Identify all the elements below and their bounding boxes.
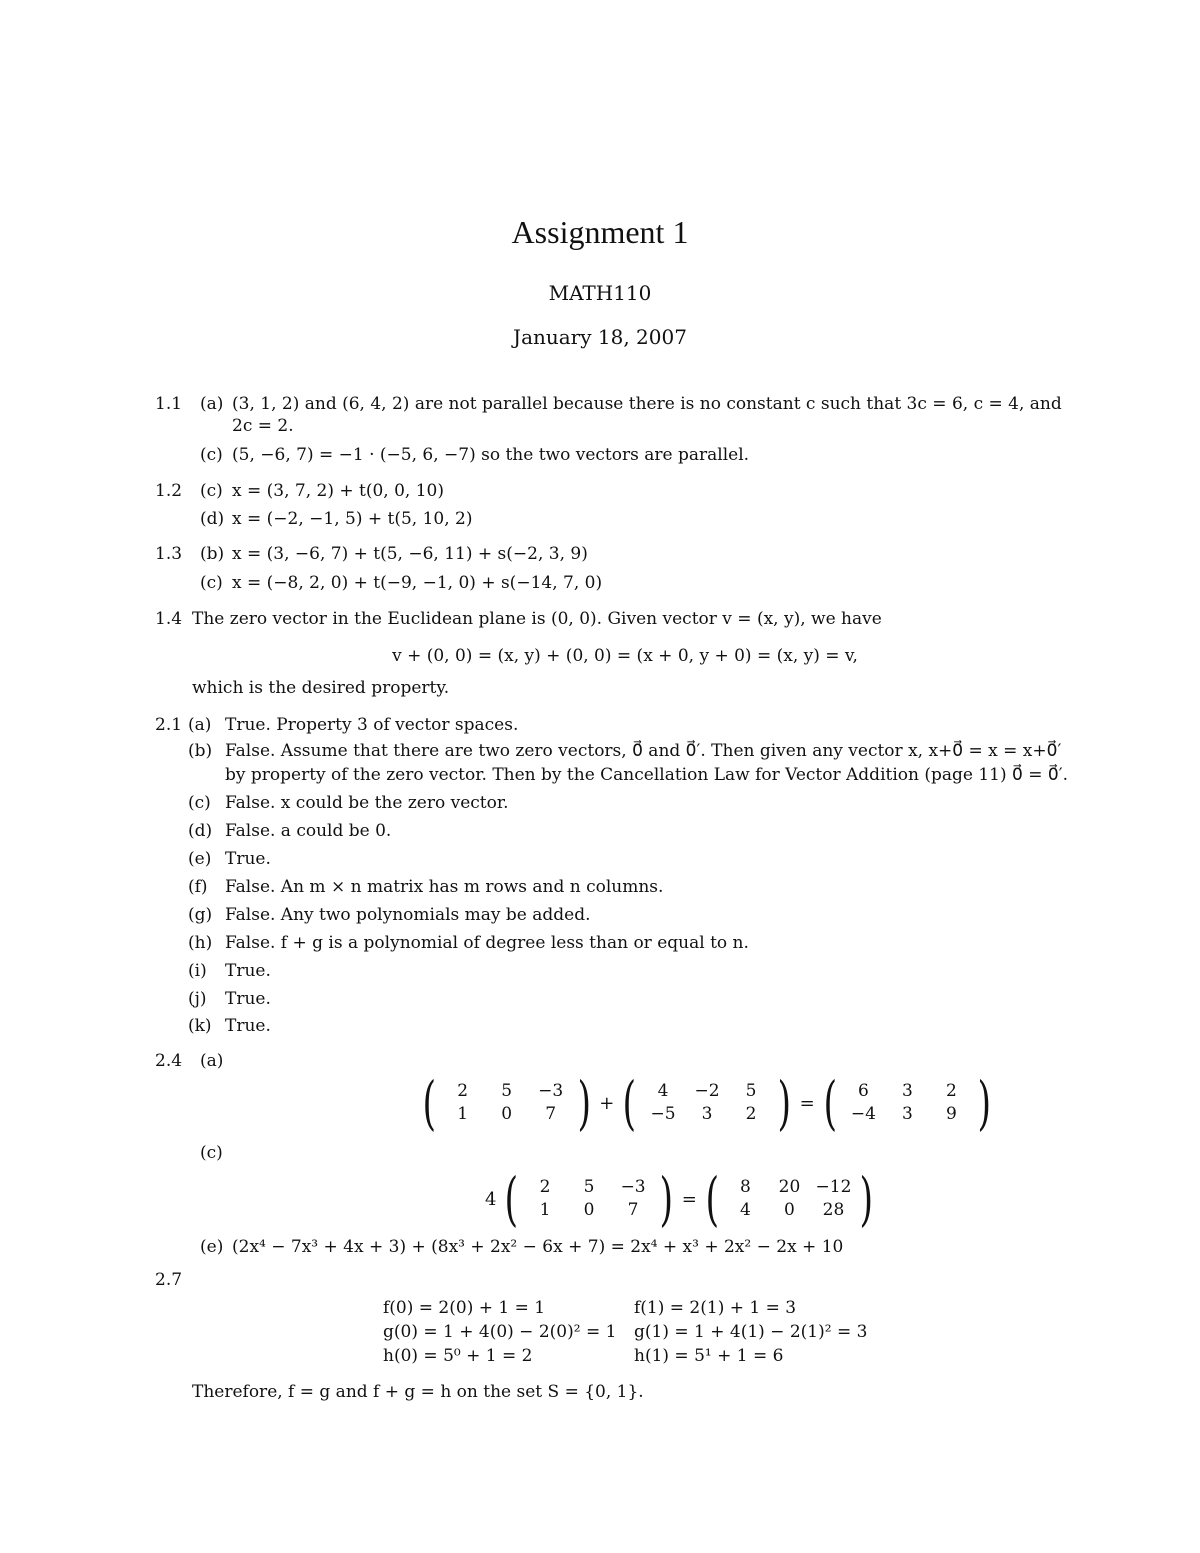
problem-number: 2.1 [155, 715, 183, 735]
part-label: (c) [188, 793, 211, 813]
part-label: (d) [200, 509, 225, 529]
answer-text: True. Property 3 of vector spaces. [225, 715, 519, 735]
problem-number: 2.4 [155, 1051, 183, 1071]
part-label: (i) [188, 961, 207, 981]
part-label: (g) [188, 905, 213, 925]
part-label: (c) [200, 481, 223, 501]
equals-sign: = [799, 1092, 815, 1114]
matrix-entry: −3 [538, 1081, 564, 1101]
matrix-entry: 6 [857, 1081, 869, 1101]
matrix [441, 1080, 573, 1126]
answer-text: True. [225, 849, 271, 869]
answer-text: x = (−8, 2, 0) + t(−9, −1, 0) + s(−14, 7, 0) [232, 573, 603, 593]
matrix [723, 1176, 855, 1222]
equation-line: h(1) = 5¹ + 1 = 6 [634, 1346, 784, 1366]
matrix-entry: −4 [850, 1104, 876, 1124]
matrix-entry: 3 [901, 1081, 913, 1101]
answer-text: (2x⁴ − 7x³ + 4x + 3) + (8x³ + 2x² − 6x + 7) = 2x⁴ + x³ + 2x² − 2x + 10 [232, 1237, 844, 1257]
part-label: (c) [200, 573, 223, 593]
matrix-entry: 28 [822, 1200, 845, 1220]
scalar-multiple-equation: 4 ( 2 5 −3 1 0 7 ) = ( 8 20 −12 4 0 28 ) [485, 1165, 874, 1233]
part-label: (a) [188, 715, 212, 735]
part-label: (e) [188, 849, 212, 869]
answer-text: which is the desired property. [192, 678, 450, 698]
equals-sign: = [681, 1188, 697, 1210]
part-label: (c) [200, 445, 223, 465]
answer-text: (5, −6, 7) = −1 · (−5, 6, −7) so the two vectors are parallel. [232, 445, 750, 465]
answer-text: False. Any two polynomials may be added. [225, 905, 591, 925]
answer-text: True. [225, 989, 271, 1009]
matrix-entry: −2 [694, 1081, 720, 1101]
part-label: (b) [200, 544, 225, 564]
conclusion-text: Therefore, f = g and f + g = h on the set S = {0, 1}. [192, 1382, 644, 1402]
equation-line: h(0) = 5⁰ + 1 = 2 [383, 1346, 533, 1366]
answer-text: False. x could be the zero vector. [225, 793, 509, 813]
matrix-entry: 1 [539, 1200, 551, 1220]
matrix-entry: 4 [740, 1200, 751, 1220]
matrix-entry: 5 [583, 1177, 595, 1197]
matrix-entry: 9 [945, 1104, 957, 1124]
part-label: (h) [188, 933, 213, 953]
matrix-entry: 0 [784, 1200, 795, 1220]
document-date: January 18, 2007 [513, 325, 687, 349]
answer-text: (3, 1, 2) and (6, 4, 2) are not parallel because there is no constant c such that 3c = 6, c = 4, and [232, 394, 1062, 414]
matrix-entry: 0 [501, 1104, 513, 1124]
matrix-entry: 5 [501, 1081, 513, 1101]
answer-text: x = (3, −6, 7) + t(5, −6, 11) + s(−2, 3, 9) [232, 544, 588, 564]
matrix-entry: 0 [583, 1200, 595, 1220]
answer-text: False. a could be 0. [225, 821, 392, 841]
part-label: (a) [200, 394, 224, 414]
matrix [523, 1176, 655, 1222]
problem-number: 1.4 [155, 609, 183, 629]
part-label: (k) [188, 1016, 212, 1036]
answer-text: True. [225, 1016, 271, 1036]
matrix-entry: 1 [457, 1104, 469, 1124]
display-equation: v + (0, 0) = (x, y) + (0, 0) = (x + 0, y + 0) = (x, y) = v, [392, 646, 858, 666]
answer-text: True. [225, 961, 271, 981]
answer-text: 2c = 2. [232, 416, 294, 436]
matrix-entry: −3 [620, 1177, 646, 1197]
scalar: 4 [485, 1188, 497, 1210]
answer-text: The zero vector in the Euclidean plane is (0, 0). Given vector v = (x, y), we have [192, 609, 882, 629]
matrix-sum-equation: ( 2 5 −3 1 0 7 ) + ( 4 −2 5 −5 3 2 ) = ( 6 3 2 −4 3 9 ) [422, 1069, 992, 1137]
problem-number: 1.3 [155, 544, 183, 564]
part-label: (c) [200, 1143, 223, 1163]
problem-number: 1.2 [155, 481, 183, 501]
matrix-entry: 3 [901, 1104, 913, 1124]
matrix-entry: 3 [701, 1104, 713, 1124]
matrix-entry: 7 [627, 1200, 639, 1220]
course-code: MATH110 [548, 281, 652, 305]
matrix [841, 1080, 973, 1126]
matrix-entry: 20 [778, 1177, 801, 1197]
problem-number: 2.7 [155, 1270, 183, 1290]
equation-line: f(1) = 2(1) + 1 = 3 [634, 1298, 797, 1318]
matrix-entry: −12 [815, 1177, 852, 1197]
matrix-entry: −5 [650, 1104, 676, 1124]
page-title: Assignment 1 [511, 214, 689, 250]
matrix [641, 1080, 773, 1126]
answer-text: False. An m × n matrix has m rows and n columns. [225, 877, 664, 897]
part-label: (d) [188, 821, 213, 841]
part-label: (e) [200, 1237, 224, 1257]
part-label: (a) [200, 1051, 224, 1071]
answer-text: False. Assume that there are two zero vectors, 0⃗ and 0⃗′. Then given any vector x, x+0⃗ = x = x+0⃗′ [225, 741, 1062, 761]
plus-sign: + [599, 1092, 615, 1114]
answer-text: x = (3, 7, 2) + t(0, 0, 10) [232, 481, 444, 501]
part-label: (b) [188, 741, 213, 761]
matrix-entry: 2 [945, 1081, 957, 1101]
answer-text: by property of the zero vector. Then by the Cancellation Law for Vector Addition (page 11) 0⃗ = 0⃗′. [225, 765, 1068, 785]
matrix-entry: 4 [657, 1081, 669, 1101]
problem-number: 1.1 [155, 394, 183, 414]
answer-text: False. f + g is a polynomial of degree less than or equal to n. [225, 933, 749, 953]
matrix-entry: 7 [545, 1104, 557, 1124]
part-label: (f) [188, 877, 208, 897]
matrix-entry: 2 [745, 1104, 757, 1124]
matrix-entry: 2 [539, 1177, 551, 1197]
equation-line: g(1) = 1 + 4(1) − 2(1)² = 3 [634, 1322, 868, 1342]
answer-text: x = (−2, −1, 5) + t(5, 10, 2) [232, 509, 473, 529]
part-label: (j) [188, 989, 207, 1009]
matrix-entry: 5 [745, 1081, 757, 1101]
equation-line: f(0) = 2(0) + 1 = 1 [383, 1298, 546, 1318]
matrix-entry: 2 [457, 1081, 469, 1101]
equation-line: g(0) = 1 + 4(0) − 2(0)² = 1 [383, 1322, 617, 1342]
matrix-entry: 8 [740, 1177, 751, 1197]
